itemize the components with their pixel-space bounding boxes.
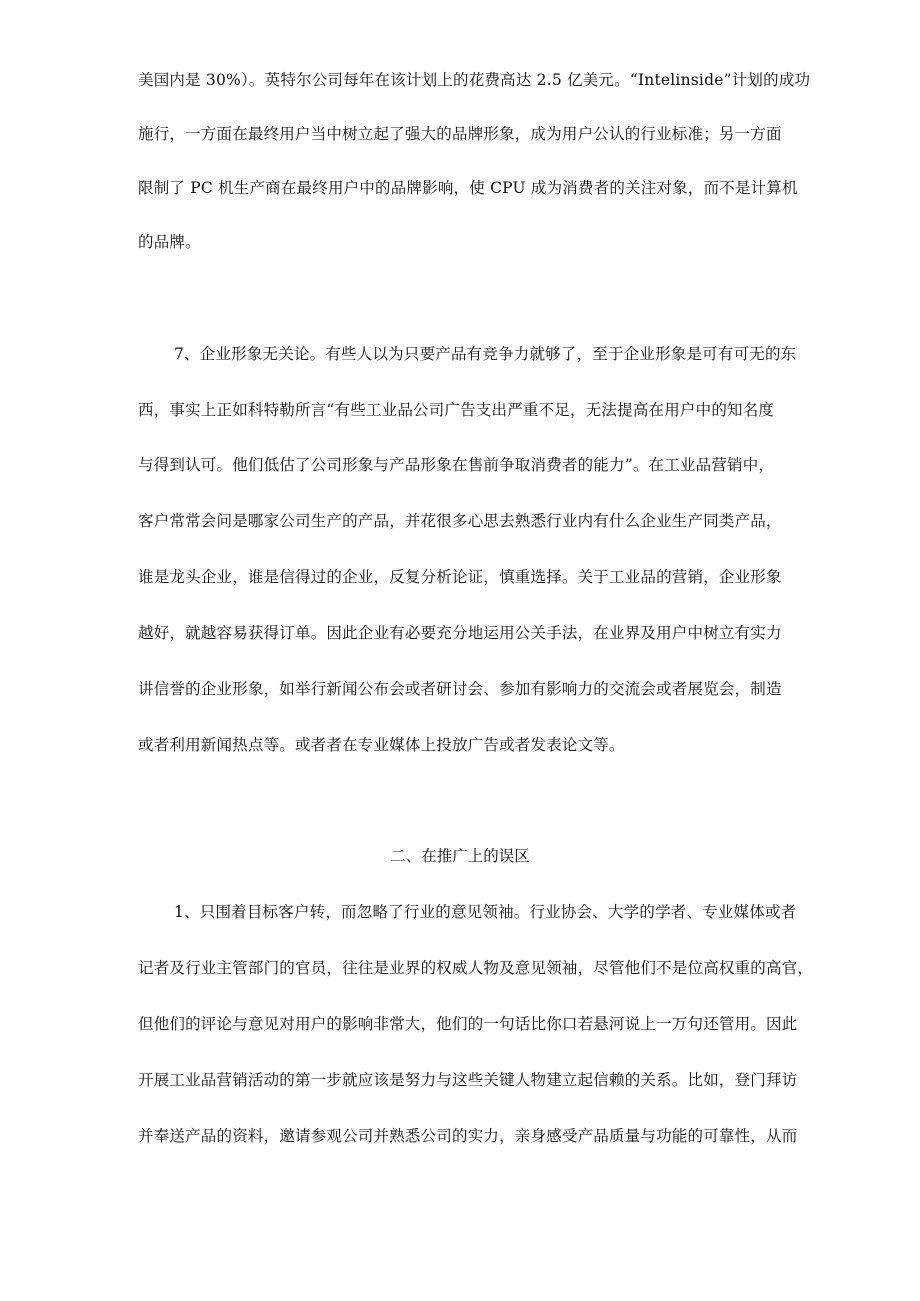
text-line: 并奉送产品的资料，邀请参观公司并熟悉公司的实力，亲身感受产品质量与功能的可靠性，从而 — [138, 1127, 798, 1145]
text-line: 1、只围着目标客户转，而忽略了行业的意见领袖。行业协会、大学的学者、专业媒体或者 — [174, 903, 797, 921]
text-line: 的品牌。 — [138, 233, 201, 251]
text-line: 7、企业形象无关论。有些人以为只要产品有竞争力就够了，至于企业形象是可有可无的东 — [174, 345, 797, 363]
text-line: 限制了 PC 机生产商在最终用户中的品牌影响，使 CPU 成为消费者的关注对象，而不是计算机 — [138, 179, 798, 197]
text-line: 美国内是 30%）。英特尔公司每年在该计划上的花费高达 2.5 亿美元。“Intelinside”计划的成功 — [138, 71, 811, 89]
text-line: 但他们的评论与意见对用户的影响非常大，他们的一句话比你口若悬河说上一万句还管用。因此 — [138, 1015, 798, 1033]
section-heading: 二、在推广上的误区 — [390, 847, 530, 865]
text-line: 开展工业品营销活动的第一步就应该是努力与这些关键人物建立起信赖的关系。比如，登门拜访 — [138, 1071, 798, 1089]
text-line: 讲信誉的企业形象，如举行新闻公布会或者研讨会、参加有影响力的交流会或者展览会，制造 — [138, 680, 782, 698]
text-line: 或者利用新闻热点等。或者者在专业媒体上投放广告或者发表论文等。 — [138, 736, 625, 754]
text-line: 谁是龙头企业，谁是信得过的企业，反复分析论证，慎重选择。关于工业品的营销，企业形象 — [138, 568, 782, 586]
text-line: 西，事实上正如科特勒所言“有些工业品公司广告支出严重不足，无法提高在用户中的知名度 — [138, 401, 775, 419]
text-line: 施行，一方面在最终用户当中树立起了强大的品牌形象，成为用户公认的行业标准；另一方面 — [138, 125, 782, 143]
text-line: 记者及行业主管部门的官员，往往是业界的权威人物及意见领袖，尽管他们不是位高权重的高官， — [138, 959, 814, 977]
text-line: 与得到认可。他们低估了公司形象与产品形象在售前争取消费者的能力”。在工业品营销中， — [138, 456, 775, 474]
text-line: 越好，就越容易获得订单。因此企业有必要充分地运用公关手法，在业界及用户中树立有实力 — [138, 624, 782, 642]
text-line: 客户常常会问是哪家公司生产的产品，并花很多心思去熟悉行业内有什么企业生产同类产品， — [138, 512, 782, 530]
